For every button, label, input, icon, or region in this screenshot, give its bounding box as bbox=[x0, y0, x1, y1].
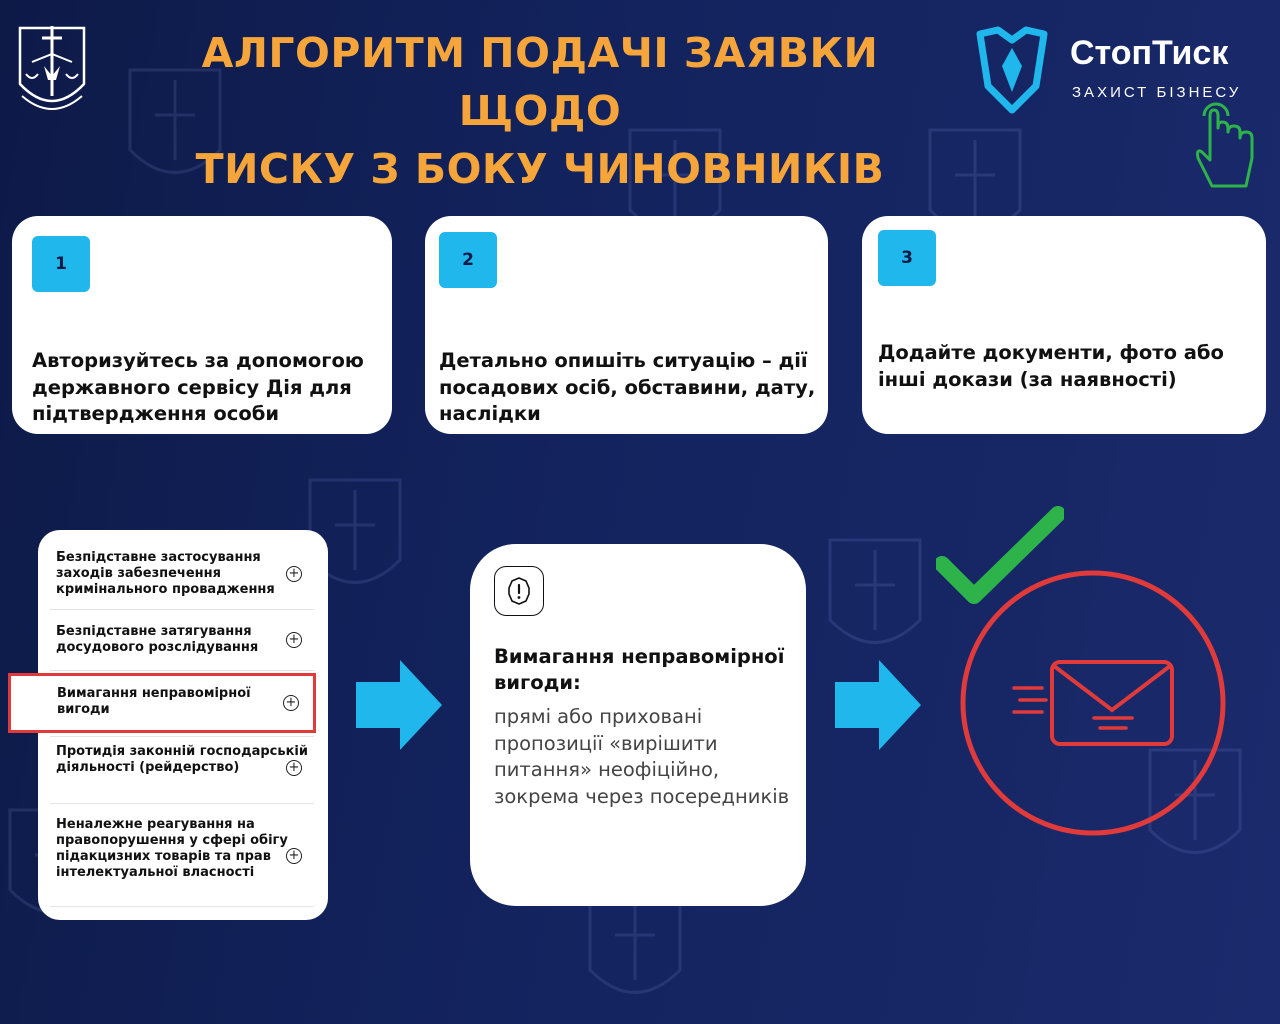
category-label: Безпідставне застосування заходів забезпечення кримінального провадження bbox=[56, 550, 275, 597]
category-label: Протидія законній господарській діяльності (рейдерство) bbox=[56, 744, 308, 775]
warning-icon bbox=[494, 566, 544, 616]
category-label: Неналежне реагування на правопорушення у сфері обігу підакцизних товарів та прав інтелектуальної власності bbox=[56, 817, 288, 880]
category-item[interactable] bbox=[56, 624, 308, 656]
detail-body: прямі або приховані пропозиції «вирішити питання» неофіційно, зокрема через посередників bbox=[494, 705, 790, 808]
stoptysk-logo-icon bbox=[974, 26, 1050, 114]
category-label: Безпідставне затягування досудового розслідування bbox=[56, 624, 259, 655]
category-item-selected bbox=[57, 686, 257, 718]
selected-category-highlight[interactable] bbox=[8, 673, 316, 733]
category-item[interactable] bbox=[56, 550, 308, 598]
step-text: Детально опишіть ситуацію – дії посадових осіб, обставини, дату, наслідки bbox=[439, 349, 816, 425]
step-text: Авторизуйтесь за допомогою державного сервісу Дія для підтвердження особи bbox=[32, 349, 364, 425]
expand-plus-icon[interactable]: + bbox=[286, 566, 302, 582]
divider bbox=[50, 609, 314, 610]
prosecutor-emblem-logo bbox=[14, 22, 90, 122]
expand-plus-icon[interactable]: + bbox=[283, 695, 299, 711]
page-title bbox=[120, 24, 960, 198]
category-label: Вимагання неправомірної вигоди bbox=[57, 686, 251, 717]
step-card-1 bbox=[12, 216, 392, 434]
step-badge: 2 bbox=[439, 232, 497, 288]
divider bbox=[50, 803, 314, 804]
divider bbox=[50, 906, 314, 907]
expand-plus-icon[interactable]: + bbox=[286, 848, 302, 864]
envelope-icon bbox=[1014, 662, 1172, 744]
category-item[interactable] bbox=[56, 817, 308, 881]
sent-envelope-badge bbox=[958, 568, 1228, 838]
step-badge: 3 bbox=[878, 230, 936, 286]
step-card-2 bbox=[425, 216, 828, 434]
watermark-emblem-icon bbox=[820, 530, 930, 670]
divider bbox=[50, 670, 314, 671]
brand-name: СтопТиск bbox=[1070, 34, 1229, 72]
category-item[interactable] bbox=[56, 744, 308, 776]
step-card-3 bbox=[862, 216, 1266, 434]
divider bbox=[50, 736, 314, 737]
detail-card bbox=[470, 544, 806, 906]
expand-plus-icon[interactable]: + bbox=[286, 632, 302, 648]
step-text: Додайте документи, фото або інші докази (за наявності) bbox=[878, 341, 1224, 391]
arrow-right-icon bbox=[356, 660, 442, 750]
expand-plus-icon[interactable]: + bbox=[286, 760, 302, 776]
title-line-1: АЛГОРИТМ ПОДАЧІ ЗАЯВКИ ЩОДО bbox=[201, 29, 879, 135]
brand-tagline: ЗАХИСТ БІЗНЕСУ bbox=[1072, 84, 1242, 101]
title-line-2: ТИСКУ З БОКУ ЧИНОВНИКІВ bbox=[195, 145, 885, 193]
tap-hand-icon bbox=[1190, 102, 1260, 194]
detail-heading: Вимагання неправомірної вигоди: bbox=[494, 645, 785, 694]
arrow-right-icon bbox=[835, 660, 921, 750]
step-badge: 1 bbox=[32, 236, 90, 292]
